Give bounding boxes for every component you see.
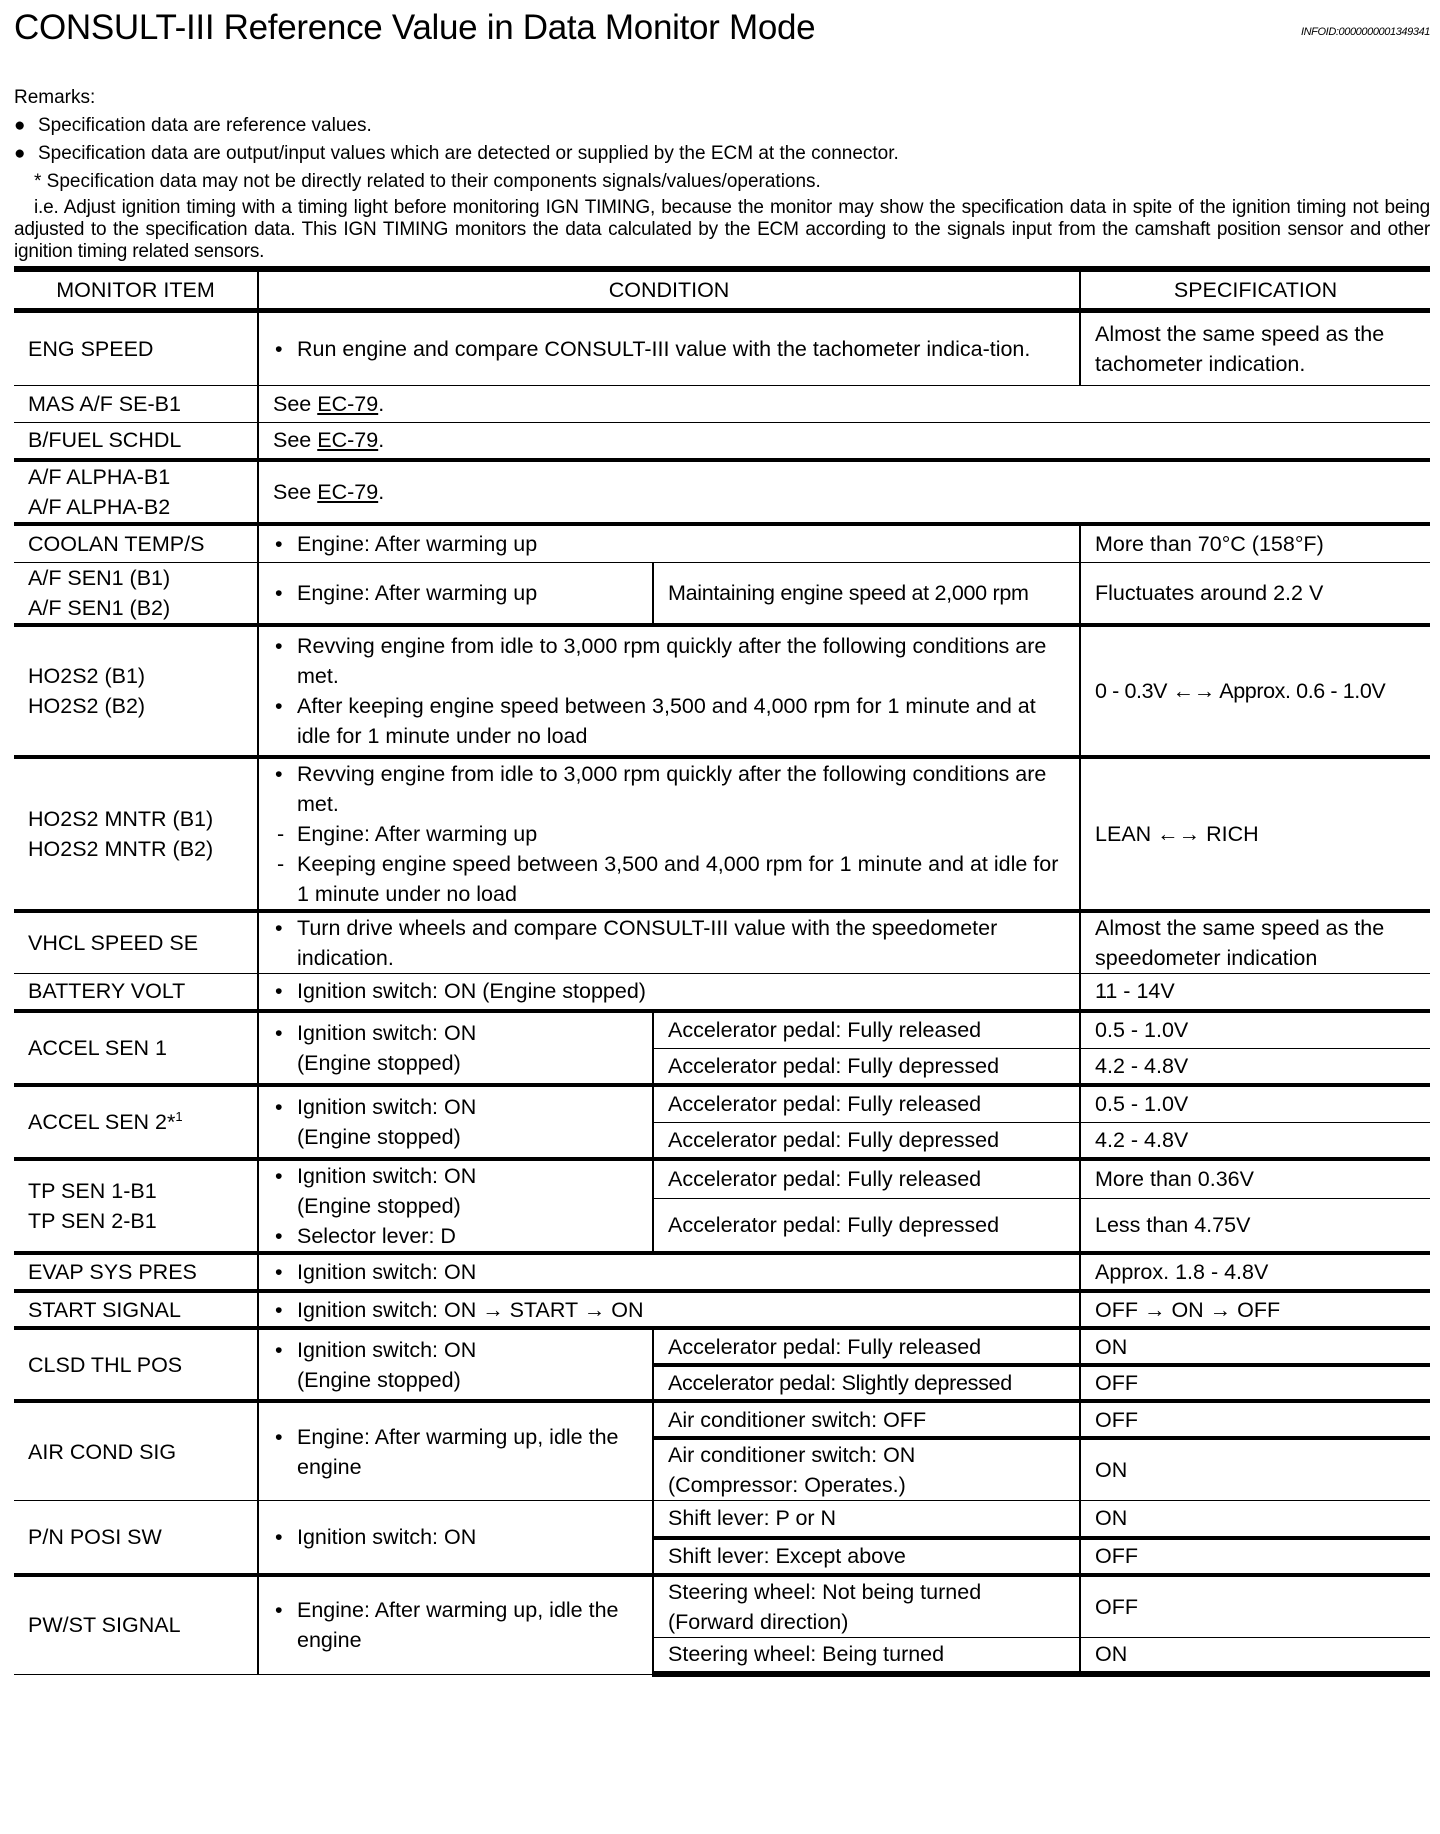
table-row	[14, 460, 1430, 524]
page-title: CONSULT-III Reference Value in Data Monitor Mode	[14, 8, 816, 47]
sub-condition: Shift lever: Except above	[653, 1538, 1080, 1575]
info-id: INFOID:0000000001349341	[1300, 26, 1430, 38]
table-row	[14, 1085, 1430, 1122]
monitor-item: BATTERY VOLT	[14, 973, 258, 1011]
remarks-label: Remarks:	[14, 87, 96, 108]
sub-condition: Accelerator pedal: Fully released	[653, 1085, 1080, 1122]
condition: • Ignition switch: ON (Engine stopped)	[258, 973, 1080, 1011]
specification: 0.5 - 1.0V	[1080, 1011, 1430, 1048]
sub-condition: Shift lever: P or N	[653, 1501, 1080, 1538]
sub-condition: Maintaining engine speed at 2,000 rpm	[653, 562, 1080, 625]
monitor-item: PW/ST SIGNAL	[14, 1575, 258, 1675]
specification: OFF	[1080, 1365, 1430, 1401]
monitor-item: VHCL SPEED SE	[14, 911, 258, 974]
remarks-section	[14, 84, 1430, 263]
sub-condition: Accelerator pedal: Fully released	[653, 1011, 1080, 1048]
sub-condition: Air conditioner switch: ON (Compressor: Operates.)	[653, 1438, 1080, 1501]
table-row	[14, 562, 1430, 625]
specification: ON	[1080, 1328, 1430, 1365]
condition: • Engine: After warming up, idle the engine	[258, 1401, 653, 1501]
specification: ON	[1080, 1637, 1430, 1674]
sub-condition: Steering wheel: Not being turned (Forward direction)	[653, 1575, 1080, 1638]
table-header-row	[14, 269, 1430, 310]
specification: Approx. 1.8 - 4.8V	[1080, 1253, 1430, 1291]
monitor-item: CLSD THL POS	[14, 1328, 258, 1401]
remark-paragraph: i.e. Adjust ignition timing with a timing light before monitoring IGN TIMING, because the monitor may show the specification data in spite of the ignition timing not being adjusted to the specification data. This IGN TIMING monitors the data calculated by the ECM according to the signals input from the camshaft position sensor and other ignition timing related sensors.	[14, 197, 1430, 262]
condition: • Revving engine from idle to 3,000 rpm quickly after the following conditions are met. - Engine: After warming up - Keeping engine speed between 3,500 and 4,000 rpm for 1 minute and at idle for 1 minute under no load	[258, 757, 1080, 911]
condition: See EC-79.	[258, 422, 1430, 460]
condition: • Ignition switch: ON (Engine stopped)	[258, 1328, 653, 1401]
monitor-item: COOLAN TEMP/S	[14, 524, 258, 562]
remark-item: ● Specification data are output/input values which are detected or supplied by the ECM at the connector.	[14, 140, 1430, 168]
reference-link[interactable]: EC-79	[317, 480, 379, 504]
sub-condition: Accelerator pedal: Fully depressed	[653, 1198, 1080, 1253]
table-row	[14, 385, 1430, 422]
reference-link[interactable]: EC-79	[317, 391, 379, 416]
condition: • Engine: After warming up	[258, 524, 1080, 562]
monitor-item: ACCEL SEN 1	[14, 1011, 258, 1085]
condition: See EC-79.	[258, 385, 1430, 422]
monitor-item: AIR COND SIG	[14, 1401, 258, 1501]
specification: ON	[1080, 1501, 1430, 1538]
footnote-marker: 1	[175, 1108, 183, 1124]
specification: More than 70°C (158°F)	[1080, 524, 1430, 562]
specification: Almost the same speed as the speedometer indication	[1080, 911, 1430, 974]
monitor-item: HO2S2 (B1) HO2S2 (B2)	[14, 625, 258, 757]
sub-condition: Accelerator pedal: Fully depressed	[653, 1048, 1080, 1085]
specification: More than 0.36V	[1080, 1159, 1430, 1198]
reference-value-table	[14, 266, 1430, 1677]
specification: 11 - 14V	[1080, 973, 1430, 1011]
table-row	[14, 1401, 1430, 1438]
sub-condition: Steering wheel: Being turned	[653, 1637, 1080, 1674]
specification: 0 - 0.3V ←→ Approx. 0.6 - 1.0V	[1080, 625, 1430, 757]
specification: ON	[1080, 1438, 1430, 1501]
specification: Less than 4.75V	[1080, 1198, 1430, 1253]
remark-note: * Specification data may not be directly related to their components signals/values/operations.	[34, 171, 821, 192]
condition: • Ignition switch: ON (Engine stopped)	[258, 1085, 653, 1159]
monitor-item: MAS A/F SE-B1	[14, 385, 258, 422]
table-row	[14, 1159, 1430, 1198]
table-row	[14, 524, 1430, 562]
sub-condition: Air conditioner switch: OFF	[653, 1401, 1080, 1438]
condition: • Run engine and compare CONSULT-III value with the tachometer indica-tion.	[258, 310, 1080, 385]
table-row	[14, 422, 1430, 460]
monitor-item: EVAP SYS PRES	[14, 1253, 258, 1291]
specification: OFF	[1080, 1575, 1430, 1638]
specification: 4.2 - 4.8V	[1080, 1048, 1430, 1085]
table-row	[14, 625, 1430, 757]
table-row	[14, 1253, 1430, 1291]
specification: OFF → ON → OFF	[1080, 1291, 1430, 1328]
specification: OFF	[1080, 1538, 1430, 1575]
table-row	[14, 757, 1430, 911]
column-header-condition: CONDITION	[258, 269, 1080, 310]
table-row	[14, 1291, 1430, 1328]
monitor-item: A/F SEN1 (B1) A/F SEN1 (B2)	[14, 562, 258, 625]
monitor-item: ACCEL SEN 2*$^1$	[14, 1085, 258, 1159]
table-row	[14, 1328, 1430, 1365]
condition: • Turn drive wheels and compare CONSULT-III value with the speedometer indication.	[258, 911, 1080, 974]
monitor-item: HO2S2 MNTR (B1) HO2S2 MNTR (B2)	[14, 757, 258, 911]
filled-circle-bullet-icon: ●	[14, 115, 26, 136]
table-row	[14, 911, 1430, 974]
filled-circle-bullet-icon: ●	[14, 143, 26, 164]
condition: • Ignition switch: ON	[258, 1501, 653, 1575]
specification: 4.2 - 4.8V	[1080, 1122, 1430, 1159]
condition: • Ignition switch: ON (Engine stopped) • Selector lever: D	[258, 1159, 653, 1253]
remark-item: ● Specification data are reference values.	[14, 112, 1430, 140]
condition: • Ignition switch: ON	[258, 1253, 1080, 1291]
monitor-item: ENG SPEED	[14, 310, 258, 385]
monitor-item: TP SEN 1-B1 TP SEN 2-B1	[14, 1159, 258, 1253]
sub-condition: Accelerator pedal: Slightly depressed	[653, 1365, 1080, 1401]
table-row	[14, 1011, 1430, 1048]
reference-link[interactable]: EC-79	[317, 428, 379, 453]
condition: • Revving engine from idle to 3,000 rpm quickly after the following conditions are met. • After keeping engine speed between 3,500 and 4,000 rpm for 1 minute and at idle for 1 minute under no load	[258, 625, 1080, 757]
condition: • Engine: After warming up, idle the engine	[258, 1575, 653, 1675]
specification: OFF	[1080, 1401, 1430, 1438]
specification: LEAN ←→ RICH	[1080, 757, 1430, 911]
column-header-specification: SPECIFICATION	[1080, 269, 1430, 310]
specification: Almost the same speed as the tachometer indication.	[1080, 310, 1430, 385]
condition: • Ignition switch: ON → START → ON	[258, 1291, 1080, 1328]
sub-condition: Accelerator pedal: Fully released	[653, 1328, 1080, 1365]
monitor-item: A/F ALPHA-B1 A/F ALPHA-B2	[14, 460, 258, 524]
specification: 0.5 - 1.0V	[1080, 1085, 1430, 1122]
condition: • Engine: After warming up	[258, 562, 653, 625]
specification: Fluctuates around 2.2 V	[1080, 562, 1430, 625]
table-row	[14, 1575, 1430, 1638]
table-row	[14, 973, 1430, 1011]
table-row	[14, 310, 1430, 385]
condition: • Ignition switch: ON (Engine stopped)	[258, 1011, 653, 1085]
sub-condition: Accelerator pedal: Fully released	[653, 1159, 1080, 1198]
condition: See EC-79.	[258, 460, 1430, 524]
table-row	[14, 1501, 1430, 1538]
sub-condition: Accelerator pedal: Fully depressed	[653, 1122, 1080, 1159]
monitor-item: B/FUEL SCHDL	[14, 422, 258, 460]
column-header-monitor-item: MONITOR ITEM	[14, 269, 258, 310]
monitor-item: START SIGNAL	[14, 1291, 258, 1328]
monitor-item: P/N POSI SW	[14, 1501, 258, 1575]
